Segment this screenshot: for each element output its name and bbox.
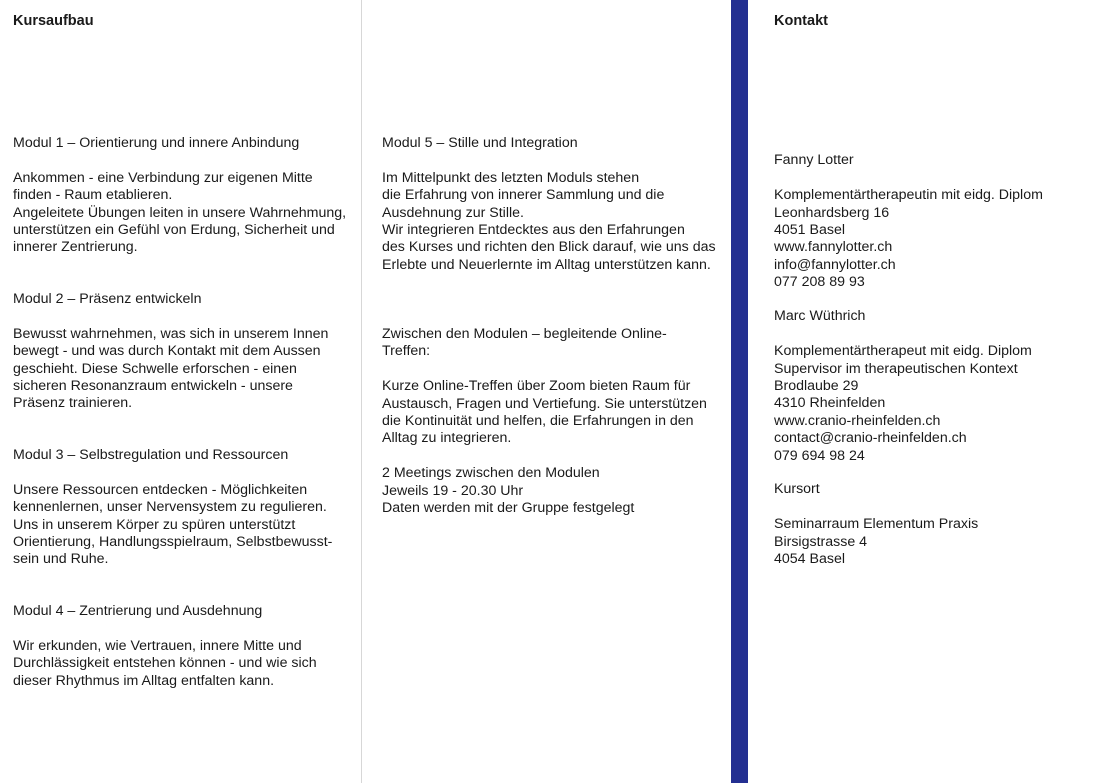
module-title: Modul 5 – Stille und Integration (382, 135, 578, 151)
module-title: Modul 1 – Orientierung und innere Anbindung (13, 135, 300, 151)
module-title: Modul 4 – Zentrierung und Ausdehnung (13, 603, 263, 619)
module-body: Kurze Online-Treffen über Zoom bieten Raum für Austausch, Fragen und Vertiefung. Sie unterstützen die Kontinuität und helfen, die Erfahrungen in den Alltag zu integrieren. 2 Meetings zwischen den Modulen Jeweils 19 - 20.30 Uhr Daten werden mit der Gruppe festgelegt (382, 378, 707, 517)
contact-name: Fanny Lotter (774, 152, 854, 169)
course-location (774, 464, 1092, 586)
module-body: Im Mittelpunkt des letzten Moduls stehen die Erfahrung von innerer Sammlung und die Ausdehnung zur Stille. Wir integrieren Entdecktes aus den Erfahrungen des Kurses und richten den Blick darauf, wie uns das Erlebte und Neuerlernte im Alltag unterstützen kann. (382, 169, 716, 273)
module-3 (13, 447, 353, 569)
contact-heading: Kontakt (774, 13, 828, 29)
module-title: Modul 2 – Präsenz entwickeln (13, 291, 202, 307)
contact-name: Marc Wüthrich (774, 308, 866, 325)
online-meetings (382, 326, 724, 517)
module-body: Unsere Ressourcen entdecken - Möglichkeiten kennenlernen, unser Nervensystem zu regulieren. Uns in unserem Körper zu spüren unterstützt Orientierung, Handlungsspielraum, Selbstbewusst- sein und Ruhe. (13, 481, 333, 568)
module-body: Wir erkunden, wie Vertrauen, innere Mitte und Durchlässigkeit entstehen können - und wie sich dieser Rhythmus im Alltag entfalten kann. (13, 637, 317, 689)
module-body: Ankommen - eine Verbindung zur eigenen Mitte finden - Raum etablieren. Angeleitete Übungen leiten in unsere Wahrnehmung, unterstützen ein Gefühl von Erdung, Sicherheit und innerer Zentrierung. (13, 169, 347, 256)
column-divider (361, 0, 362, 783)
module-4 (13, 603, 353, 690)
contact-details: Komplementärtherapeutin mit eidg. Diplom Leonhardsberg 16 4051 Basel www.fannylotter.ch info@fannylotter.ch 077 208 89 93 (774, 187, 1043, 291)
contact-details: Komplementärtherapeut mit eidg. Diplom Supervisor im therapeutischen Kontext Brodlaube 29 4310 Rheinfelden www.cranio-rheinfelden.ch contact@cranio-rheinfelden.ch 079 694 98 24 (774, 343, 1032, 464)
course-structure-heading: Kursaufbau (13, 13, 94, 29)
module-body: Bewusst wahrnehmen, was sich in unserem Innen bewegt - und was durch Kontakt mit dem Aussen geschieht. Diese Schwelle erforschen - einen sicheren Resonanzraum entwickeln - unsere Präsenz trainieren. (13, 325, 329, 412)
contact-fanny-lotter (774, 135, 1092, 309)
module-title: Modul 3 – Selbstregulation und Ressourcen (13, 447, 289, 463)
accent-bar (731, 0, 748, 783)
location-details: Seminarraum Elementum Praxis Birsigstrasse 4 4054 Basel (774, 516, 979, 568)
module-1 (13, 135, 353, 257)
module-2 (13, 291, 353, 413)
module-5 (382, 135, 724, 274)
module-title: Zwischen den Modulen – begleitende Online- Treffen: (382, 326, 667, 360)
location-heading: Kursort (774, 481, 820, 498)
contact-marc-wuethrich (774, 291, 1092, 482)
